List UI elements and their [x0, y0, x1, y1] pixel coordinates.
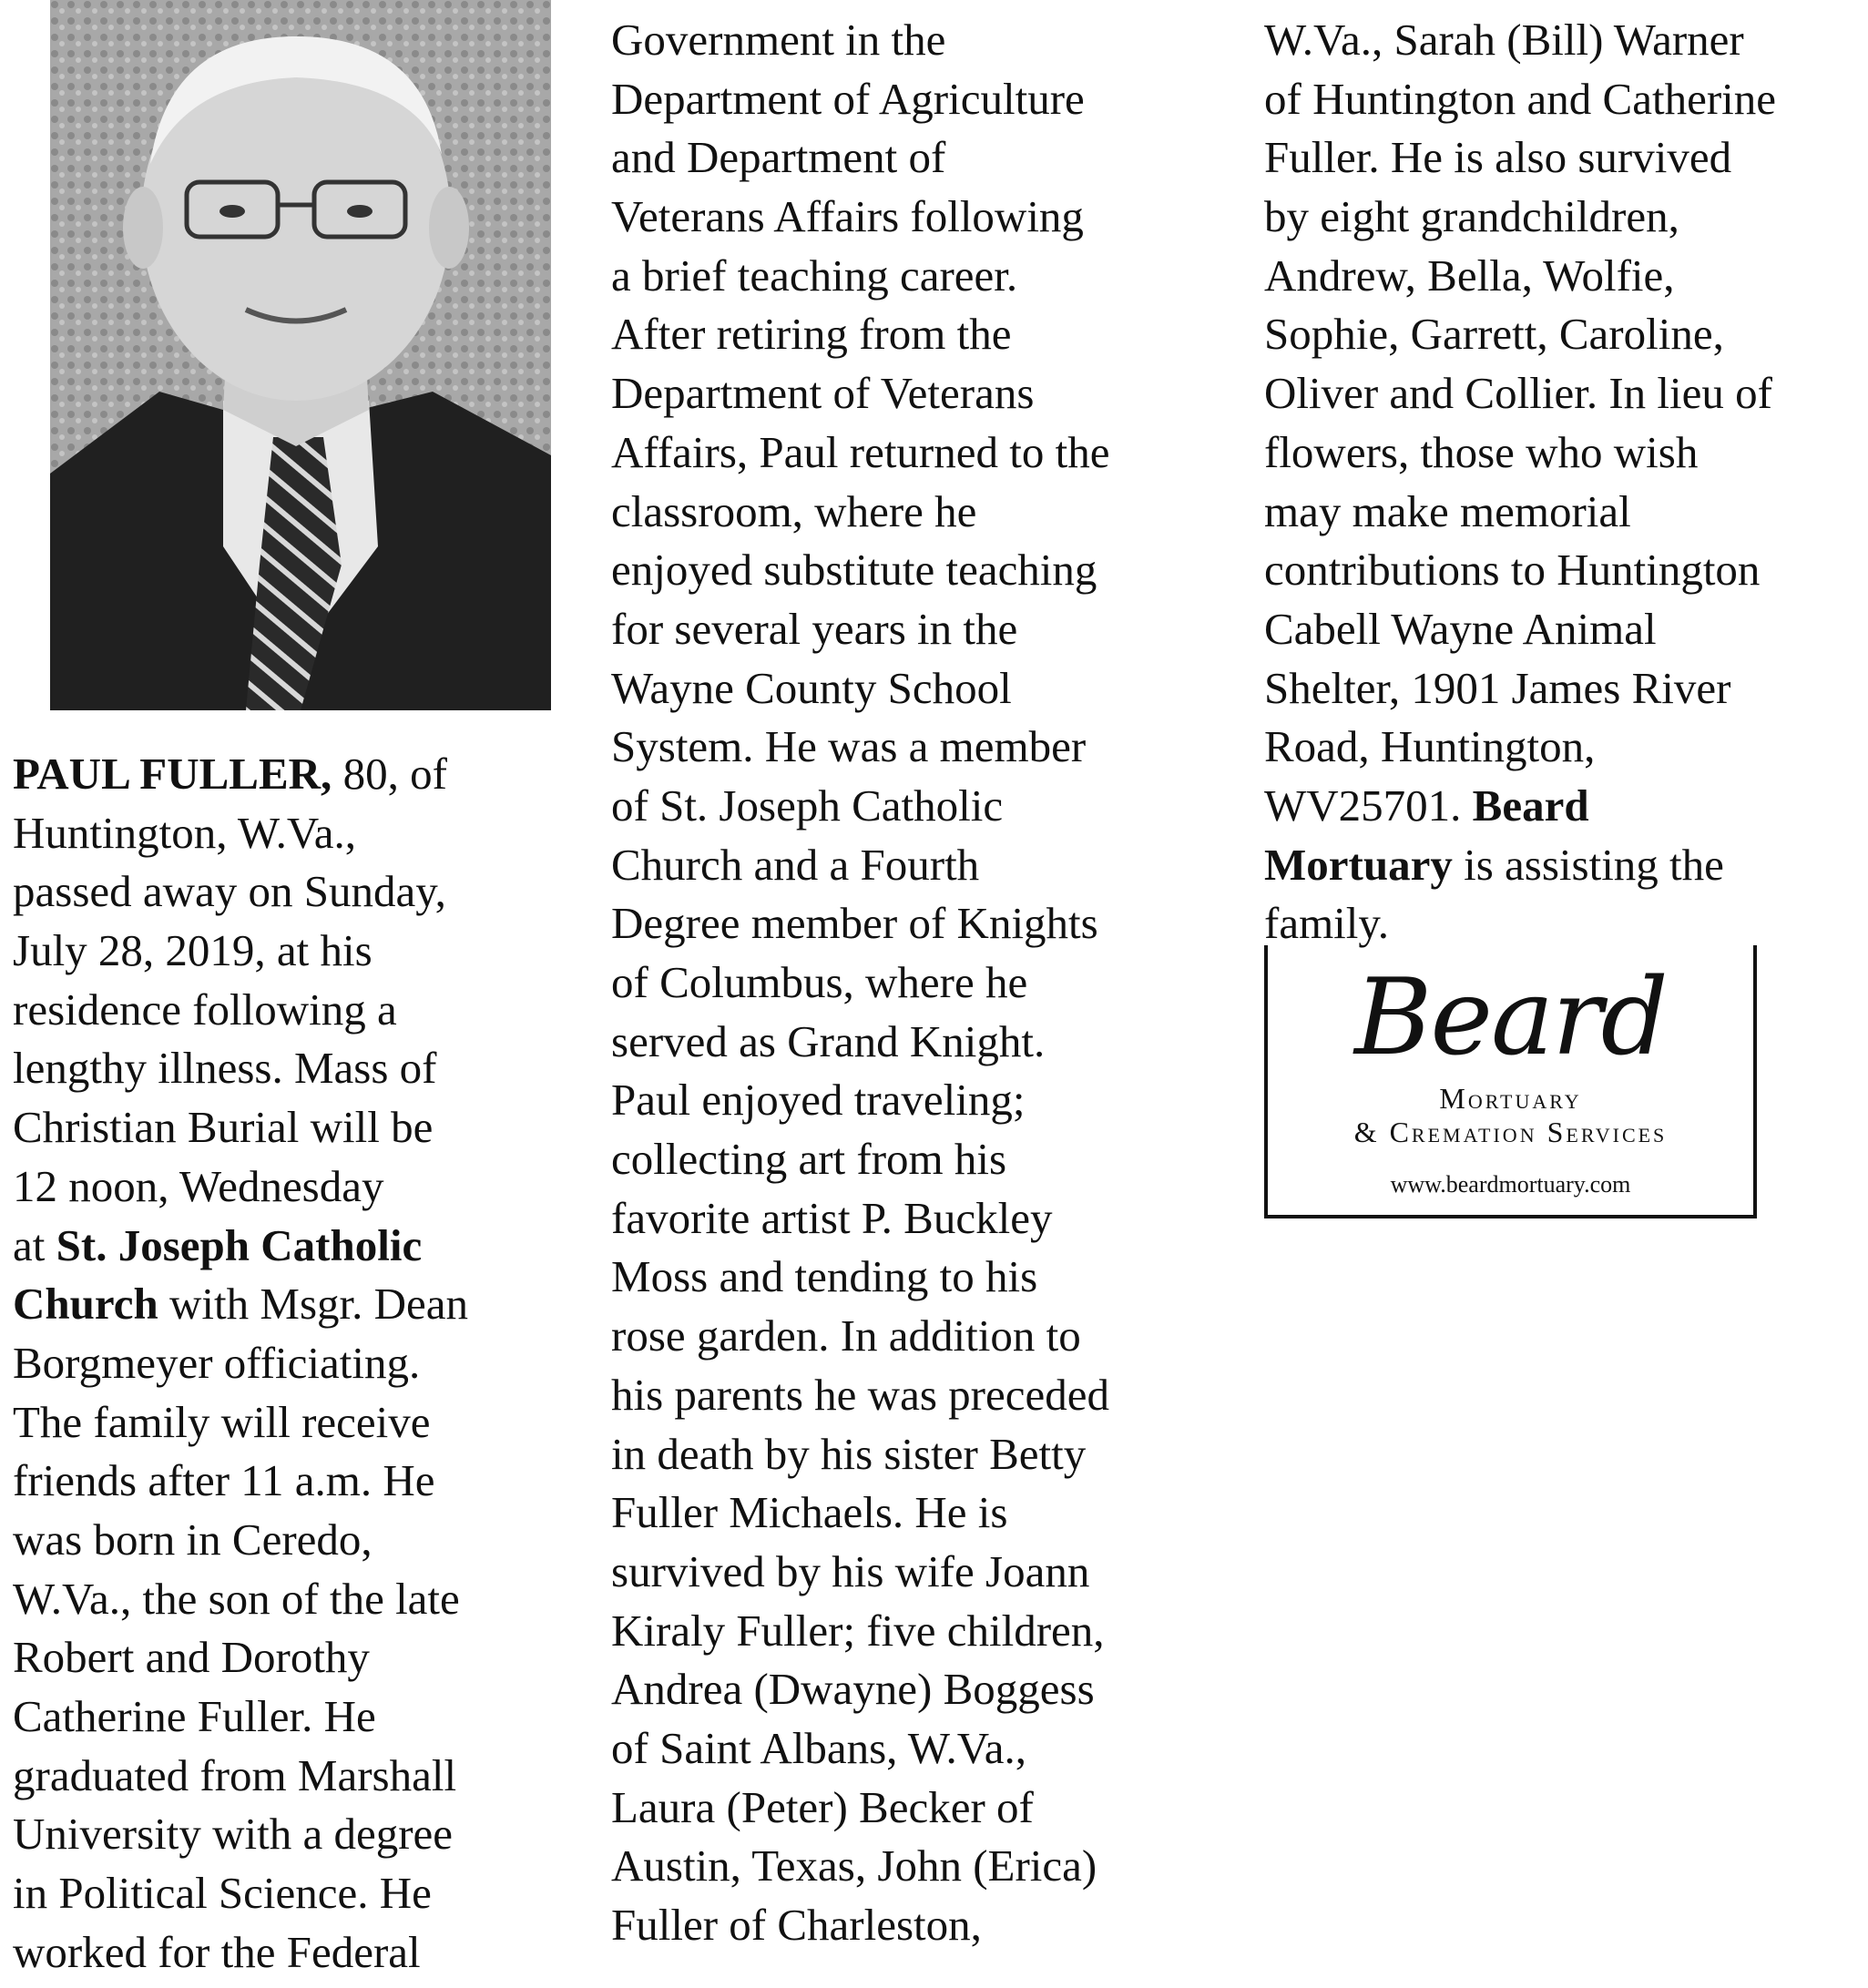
text-line: collecting art from his	[611, 1134, 1007, 1185]
portrait-icon	[50, 0, 551, 710]
text-line: Degree member of Knights	[611, 898, 1098, 949]
portrait-photo	[50, 0, 551, 710]
mortuary-logo: Beard	[1354, 956, 1667, 1079]
text-line: 12 noon, Wednesday	[13, 1160, 384, 1211]
text-line: W.Va., Sarah (Bill) Warner	[1264, 15, 1744, 65]
text-fragment: at	[13, 1219, 56, 1270]
text-line: by eight grandchildren,	[1264, 191, 1679, 242]
text-line: Road, Huntington,	[1264, 721, 1596, 772]
text-line: After retiring from the	[611, 309, 1012, 360]
text-line: Fuller Michaels. He is	[611, 1487, 1008, 1538]
text-line: classroom, where he	[611, 485, 977, 536]
text-line: of Huntington and Catherine	[1264, 73, 1777, 124]
text-line: survived by his wife Joann	[611, 1545, 1090, 1596]
text-fragment: 80, of	[332, 749, 447, 799]
text-line: of St. Joseph Catholic	[611, 780, 1004, 831]
text-line	[13, 745, 468, 804]
deceased-name: PAUL FULLER,	[13, 749, 332, 799]
text-line: of Columbus, where he	[611, 957, 1028, 1007]
church-name: St. Joseph Catholic	[56, 1219, 423, 1270]
text-line	[1264, 777, 1776, 836]
text-line: Department of Veterans	[611, 368, 1035, 419]
text-line: Andrew, Bella, Wolfie,	[1264, 250, 1675, 301]
church-name-cont: Church	[13, 1279, 158, 1330]
text-line: Shelter, 1901 James River	[1264, 662, 1731, 713]
text-line: Veterans Affairs following	[611, 191, 1084, 242]
text-line: was born in Ceredo,	[13, 1514, 373, 1565]
text-line: served as Grand Knight.	[611, 1015, 1046, 1066]
text-line: Moss and tending to his	[611, 1251, 1038, 1302]
text-line: Catherine Fuller. He	[13, 1691, 376, 1741]
obituary-column-2	[611, 11, 1109, 1955]
text-line: of Saint Albans, W.Va.,	[611, 1722, 1026, 1773]
text-line: favorite artist P. Buckley	[611, 1192, 1053, 1243]
obituary-column-1	[13, 745, 468, 1982]
text-line: Borgmeyer officiating.	[13, 1337, 421, 1388]
text-line: Sophie, Garrett, Caroline,	[1264, 309, 1724, 360]
text-line: passed away on Sunday,	[13, 866, 446, 917]
mortuary-advertisement	[1264, 945, 1757, 1218]
text-line: Fuller of Charleston,	[611, 1900, 982, 1950]
text-line: Kiraly Fuller; five children,	[611, 1605, 1105, 1656]
text-line: for several years in the	[611, 603, 1018, 654]
text-fragment: WV25701.	[1264, 780, 1473, 831]
text-line: lengthy illness. Mass of	[13, 1043, 437, 1094]
text-line: friends after 11 a.m. He	[13, 1455, 435, 1506]
mortuary-name: Beard	[1472, 780, 1589, 831]
text-line: The family will receive	[13, 1396, 431, 1447]
text-line: Cabell Wayne Animal	[1264, 603, 1657, 654]
text-line: graduated from Marshall	[13, 1749, 457, 1800]
text-line: his parents he was preceded	[611, 1369, 1109, 1420]
text-line: may make memorial	[1264, 485, 1631, 536]
ad-subtitle-mortuary: Mortuary	[1439, 1082, 1582, 1115]
text-line: enjoyed substitute teaching	[611, 545, 1097, 596]
text-line: Department of Agriculture	[611, 73, 1085, 124]
text-line: Laura (Peter) Becker of	[611, 1781, 1034, 1832]
text-line: Austin, Texas, John (Erica)	[611, 1840, 1097, 1891]
text-line: W.Va., the son of the late	[13, 1573, 460, 1624]
text-line: Fuller. He is also survived	[1264, 132, 1732, 183]
text-line: Government in the	[611, 15, 946, 65]
mortuary-name-cont: Mortuary	[1264, 839, 1453, 890]
text-line: a brief teaching career.	[611, 250, 1018, 301]
text-line: Affairs, Paul returned to the	[611, 426, 1110, 477]
text-line: family.	[1264, 898, 1389, 949]
text-line: in death by his sister Betty	[611, 1428, 1087, 1479]
text-line	[1264, 836, 1776, 895]
text-line: Robert and Dorothy	[13, 1632, 370, 1683]
text-line: Oliver and Collier. In lieu of	[1264, 368, 1772, 419]
text-line: Wayne County School	[611, 662, 1012, 713]
text-line: Church and a Fourth	[611, 839, 980, 890]
text-line: contributions to Huntington	[1264, 545, 1761, 596]
text-fragment: with Msgr. Dean	[158, 1279, 469, 1330]
text-line: Christian Burial will be	[13, 1102, 434, 1153]
obituary-column-3	[1264, 11, 1776, 953]
ad-website-url: www.beardmortuary.com	[1390, 1171, 1631, 1198]
text-line: in Political Science. He	[13, 1868, 432, 1919]
text-line: rose garden. In addition to	[611, 1310, 1081, 1361]
ad-subtitle-cremation: & Cremation Services	[1353, 1116, 1668, 1148]
text-fragment: is assisting the	[1452, 839, 1724, 890]
text-line: worked for the Federal	[13, 1926, 421, 1977]
text-line: University with a degree	[13, 1809, 454, 1860]
text-line	[13, 1217, 468, 1276]
text-line: System. He was a member	[611, 721, 1087, 772]
text-line	[13, 1275, 468, 1334]
text-line: Huntington, W.Va.,	[13, 807, 357, 858]
text-line: Paul enjoyed traveling;	[611, 1075, 1026, 1126]
text-line: Andrea (Dwayne) Boggess	[611, 1664, 1095, 1715]
text-line: and Department of	[611, 132, 946, 183]
text-line: residence following a	[13, 984, 397, 1035]
text-line: July 28, 2019, at his	[13, 925, 373, 976]
text-line: flowers, those who wish	[1264, 426, 1699, 477]
